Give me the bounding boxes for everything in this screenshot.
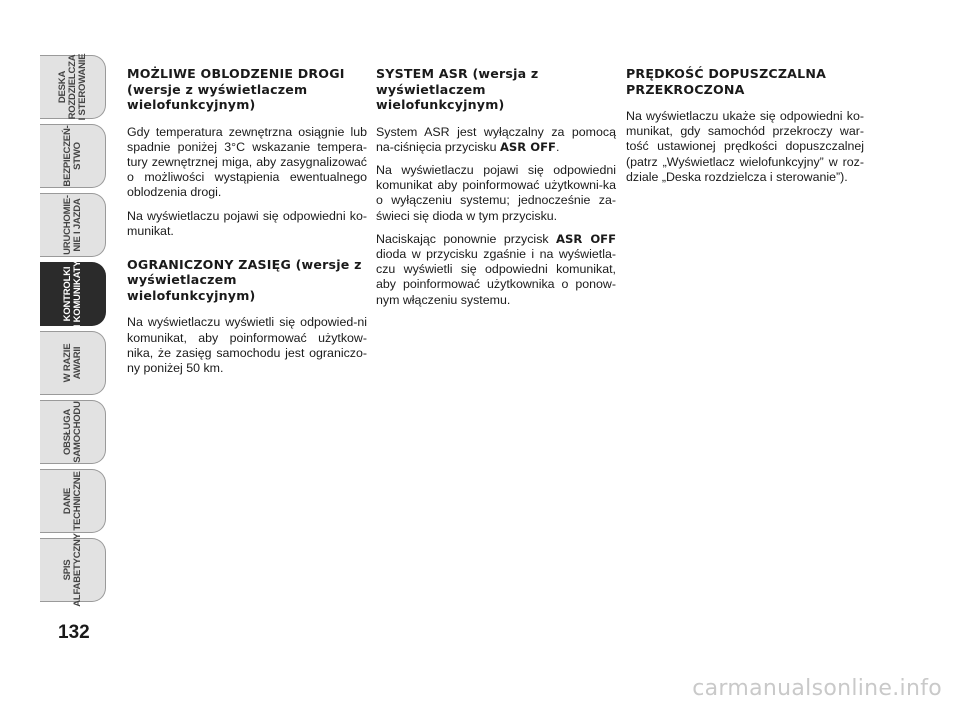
- tab-obsluga[interactable]: [40, 400, 106, 464]
- tab-deska-rozdzielcza[interactable]: [40, 55, 106, 119]
- tab-label: KONTROLKI I KOMUNIKATY: [61, 260, 83, 328]
- paragraph: Na wyświetlaczu ukaże się odpowiedni ko-munikat, gdy samochód przekroczy war-tość ustawionej prędkości dopuszczalnej (patrz „Wyświetlacz wielofunkcyjny” w roz-dziale „Deska rozdzielcza i sterowanie”).: [626, 109, 864, 184]
- asr-off-keyword: ASR OFF: [499, 139, 556, 154]
- section-title-asr: SYSTEM ASR (wersja z wyświetlaczem wielofunkcyjnym): [376, 66, 539, 112]
- paragraph: [376, 125, 616, 155]
- tab-label: URUCHOMIE- NIE I JAZDA: [61, 195, 83, 255]
- column-3: [626, 66, 864, 193]
- tab-bezpieczenstwo[interactable]: [40, 124, 106, 188]
- column-2: [376, 66, 616, 316]
- tab-label: SPIS ALFABETYCZNY: [61, 533, 83, 607]
- tab-uruchomienie[interactable]: [40, 193, 106, 257]
- section-title-limited-range: OGRANICZONY ZASIĘG (wersje z wyświetlaczem wielofunkcyjnym): [127, 256, 362, 303]
- paragraph: Na wyświetlaczu pojawi się odpowiedni ko-munikat.: [127, 208, 367, 238]
- tab-label: OBSŁUGA SAMOCHODU: [61, 401, 83, 463]
- paragraph: Na wyświetlaczu wyświetli się odpowied-ni komunikat, aby poinformować użytkow-nika, że zasięg samochodu jest ograniczo-ny poniżej 50 km.: [127, 315, 367, 376]
- tab-label: BEZPIECZEŃ- STWO: [61, 125, 83, 187]
- paragraph: Gdy temperatura zewnętrzna osiągnie lub spadnie poniżej 3°C wskazanie tempera-tury zewnętrznej miga, aby zasygnalizować o możliwości wystąpienia ewentualnego oblodzenia drogi.: [127, 124, 367, 200]
- asr-off-keyword: ASR OFF: [556, 231, 617, 246]
- text: .: [555, 139, 560, 154]
- chapter-tabs: [40, 55, 106, 607]
- paragraph: Na wyświetlaczu pojawi się odpowiedni komunikat aby poinformować użytkowni-ka o wyłączeniu systemu; jednocześnie za-świeci się dioda w tym przycisku.: [376, 162, 616, 223]
- column-1: [127, 66, 367, 384]
- text: Naciskając ponownie przycisk: [376, 231, 557, 246]
- section-title-road-icing: MOŻLIWE OBLODZENIE DROGI (wersje z wyświetlaczem wielofunkcyjnym): [127, 66, 345, 112]
- tab-w-razie-awarii[interactable]: [40, 331, 106, 395]
- tab-dane-techniczne[interactable]: [40, 469, 106, 533]
- text: dioda w przycisku zgaśnie i na wyświetla-czu wyświetli się odpowiedni komunikat, aby poinformować użytkownika o ponow-nym włączeniu systemu.: [376, 246, 616, 307]
- page-number: 132: [58, 622, 90, 643]
- section-title-speed-exceeded: PRĘDKOŚĆ DOPUSZCZALNA PRZEKROCZONA: [626, 66, 827, 97]
- tab-label: W RAZIE AWARII: [61, 343, 83, 383]
- tab-kontrolki-active[interactable]: [40, 262, 106, 326]
- watermark: carmanualsonline.info: [692, 676, 942, 701]
- paragraph: [376, 232, 616, 308]
- tab-label: DESKA ROZDZIELCZA I STEROWANIE: [56, 53, 88, 121]
- tab-label: DANE TECHNICZNE: [61, 471, 83, 531]
- text: System ASR jest wyłączalny za pomocą na-ciśnięcia przycisku: [376, 124, 616, 154]
- tab-spis[interactable]: [40, 533, 106, 607]
